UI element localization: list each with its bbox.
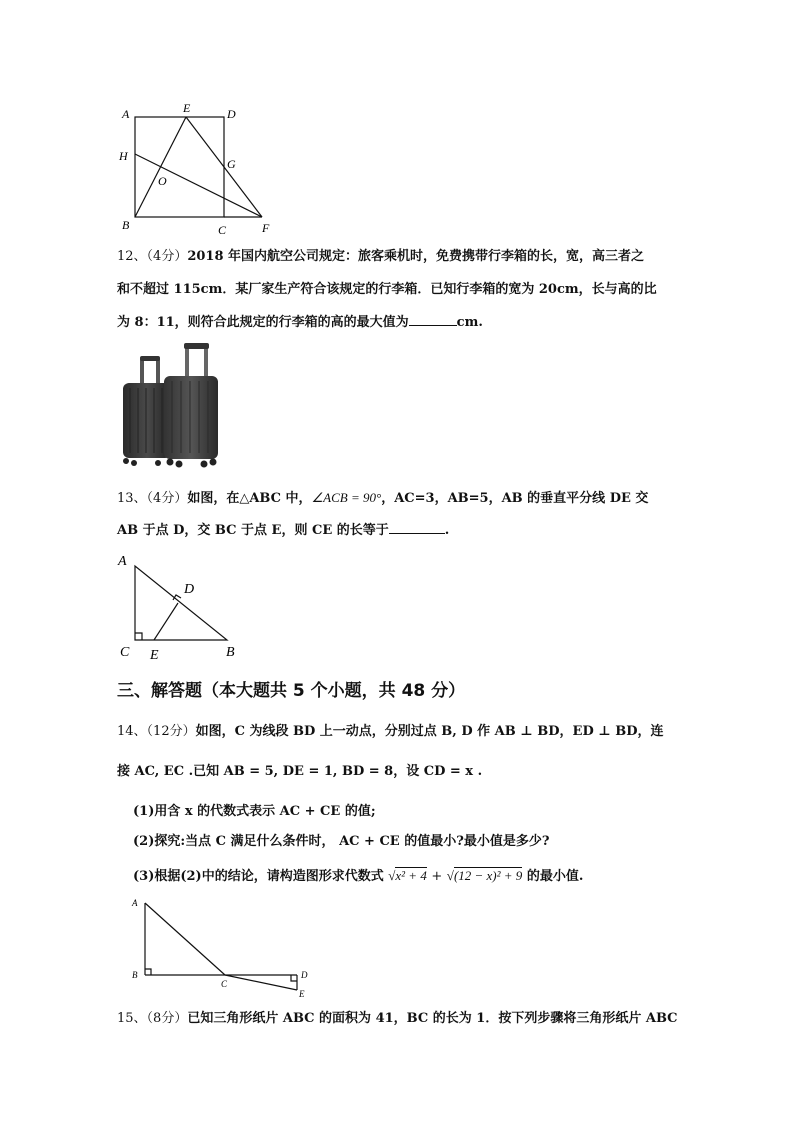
q14-sub2: (2)探究:当点 C 满足什么条件时， AC + CE 的值最小?最小值是多少? — [133, 834, 550, 849]
radicand-1: x² + 4 — [395, 868, 427, 883]
segment-ce — [225, 975, 297, 990]
right-angle-b — [145, 969, 151, 975]
q14-sub3-end: 的最小值. — [526, 869, 584, 884]
label-b: B — [122, 218, 130, 232]
q12-line3 — [117, 312, 677, 333]
radicand-2: (12 − x)² + 9 — [453, 868, 523, 883]
right-angle-c — [135, 633, 142, 640]
label-o: O — [158, 174, 167, 188]
q12-line2: 和不超过 115cm．某厂家生产符合该规定的行李箱．已知行李箱的宽为 20cm，长与高的比 — [117, 282, 657, 297]
suitcase-image — [118, 343, 223, 473]
q14-number: 14、（12分） — [117, 724, 196, 739]
label-c: C — [120, 645, 130, 660]
q13-number: 13、（4分） — [117, 491, 188, 506]
label-c: C — [218, 223, 227, 237]
q13-text-1b: ，AC=3，AB=5，AB 的垂直平分线 DE 交 — [381, 491, 649, 506]
q13-line2 — [117, 520, 677, 541]
label-h: H — [119, 149, 128, 163]
label-f: F — [262, 221, 270, 235]
q14-sub3 — [133, 866, 583, 887]
plus-sign: + — [431, 869, 443, 884]
label-d: D — [301, 970, 308, 980]
q12-unit: cm. — [456, 315, 483, 330]
label-a: A — [122, 107, 130, 121]
q13-text-1a: 如图，在△ABC 中， — [187, 491, 312, 506]
radical-2: √(12 − x)² + 9 — [446, 868, 523, 883]
label-e: E — [183, 101, 191, 115]
label-b: B — [226, 645, 235, 660]
q13-answer-blank[interactable] — [389, 520, 445, 534]
section-heading: 三、解答题（本大题共 5 个小题，共 48 分） — [117, 681, 466, 701]
label-c: C — [221, 979, 228, 989]
q12-text-3: 为 8：11，则符合此规定的行李箱的高的最大值为 — [117, 315, 409, 330]
q13-text-2: AB 于点 D，交 BC 于点 E，则 CE 的长等于 — [117, 523, 389, 538]
figure-abcde — [125, 895, 325, 1000]
label-a: A — [132, 898, 138, 908]
q14-sub3-text: (3)根据(2)中的结论，请构造图形求代数式 — [133, 869, 384, 884]
figure-square-abcd — [112, 100, 282, 240]
q14-line1 — [117, 722, 677, 742]
square-abcd — [135, 117, 224, 217]
q12-answer-blank[interactable] — [409, 312, 457, 326]
label-d: D — [184, 582, 195, 597]
segment-hf — [135, 154, 262, 217]
q12-text-1: 2018 年国内航空公司规定：旅客乘机时，免费携带行李箱的长，宽，高三者之 — [187, 249, 645, 264]
q12-line1 — [117, 247, 677, 267]
q15-line1 — [117, 1009, 677, 1029]
figure-triangle-abc — [112, 550, 252, 665]
label-e: E — [150, 648, 159, 663]
q14-line2: 接 AC, EC .已知 AB = 5, DE = 1, BD = 8，设 CD = x . — [117, 764, 483, 779]
q13-line1 — [117, 488, 677, 509]
q14-text-1: 如图，C 为线段 BD 上一动点，分别过点 B, D 作 AB ⊥ BD，ED ⊥ BD，连 — [195, 724, 664, 739]
label-g: G — [227, 157, 236, 171]
segment-de — [154, 603, 178, 640]
triangle-abc — [135, 566, 227, 640]
label-b: B — [132, 970, 138, 980]
right-angle-d — [291, 975, 297, 981]
q12-number: 12、（4分） — [117, 249, 188, 264]
q13-period: . — [444, 523, 450, 538]
segment-ac — [145, 903, 225, 975]
q15-number: 15、（8分） — [117, 1011, 188, 1026]
q15-text-1: 已知三角形纸片 ABC 的面积为 41，BC 的长为 1．按下列步骤将三角形纸片 ABC — [187, 1011, 678, 1026]
label-e: E — [299, 989, 305, 999]
label-d: D — [227, 107, 236, 121]
label-a: A — [118, 554, 127, 569]
q14-sub1: (1)用含 x 的代数式表示 AC + CE 的值; — [133, 804, 376, 819]
q13-angle: ∠ACB = 90° — [311, 490, 382, 505]
radical-1: √x² + 4 — [388, 868, 427, 883]
